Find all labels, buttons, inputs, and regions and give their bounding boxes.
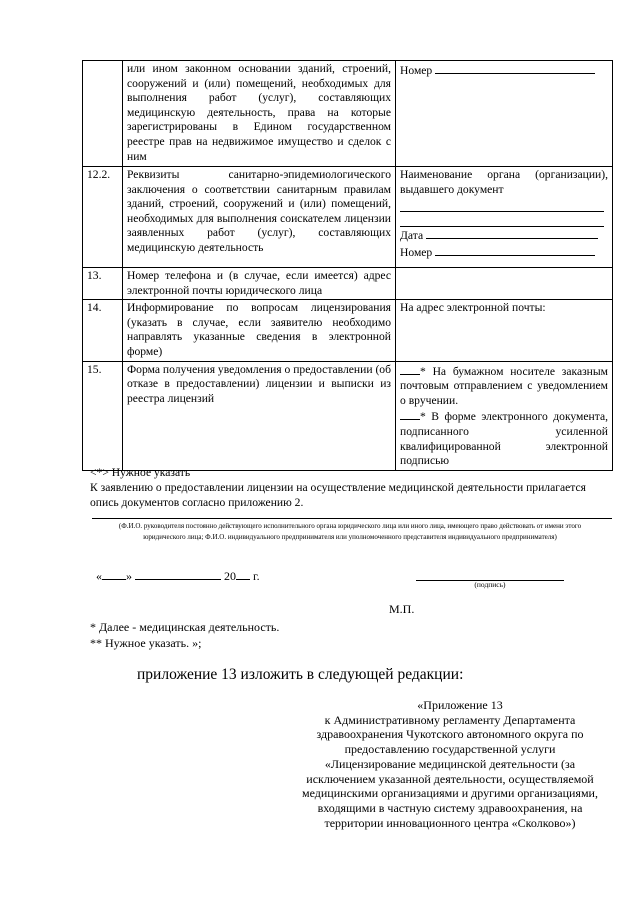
row-description: Форма получения уведомления о предоставлении (об отказе в предоставлении) лицензии и выписки из реестра лицензий	[123, 361, 396, 470]
appendix-line: «Лицензирование медицинской деятельности (за	[324, 756, 576, 771]
row-value	[396, 61, 613, 167]
appendix-line: территории инновационного центра «Сколково»)	[324, 815, 576, 830]
issuing-authority-label: Наименование органа (организации), выдавшего документ	[400, 168, 608, 196]
row-description: Информирование по вопросам лицензирования (указать в случае, если заявителю необходимо направлять указанные сведения в электронной форме)	[123, 300, 396, 361]
appendix-line: здравоохранения Чукотского автономного округа по	[316, 727, 584, 742]
row-value[interactable]	[396, 268, 613, 300]
option-mark: *	[420, 364, 426, 378]
signatory-name-line[interactable]	[92, 518, 612, 519]
year-field[interactable]	[236, 567, 250, 580]
table-row	[83, 268, 613, 300]
signatory-name-caption: (Ф.И.О. руководителя постоянно действующего исполнительного органа юридического лица или иного лица, имеющего право действовать от имени этого юридического лица; Ф.И.О. индивидуального предпринимателя или уполномоченного представителя индивидуального предпринимателя)	[118, 522, 582, 541]
date-label: Дата	[400, 229, 424, 243]
row-description: Реквизиты санитарно-эпидемиологического заключения о соответствии санитарным правилам зданий, строений, сооружений и (или) помещений, необходимых для выполнения соискателем лицензии заявленных работ (услуг), составляющих медицинскую деятельность	[123, 167, 396, 268]
appendix-line: медицинскими организациями и другими организациями,	[302, 786, 598, 801]
option-electronic-label: В форме электронного документа, подписанного усиленной квалифицированной электронной подписью	[400, 410, 608, 468]
appendix-line: входящими в частную систему здравоохранения, на	[317, 800, 583, 815]
number-field[interactable]	[435, 62, 595, 74]
option-electronic-checkbox[interactable]	[400, 408, 420, 420]
issuing-authority-field-1[interactable]	[400, 197, 604, 212]
footnote-2: ** Нужное указать. »;	[90, 636, 202, 650]
appendix-line: к Административному регламенту Департамента	[324, 712, 576, 727]
number-label: Номер	[400, 64, 433, 77]
signature-caption: (подпись)	[474, 580, 506, 589]
footnote-1: * Далее - медицинская деятельность.	[90, 620, 280, 634]
option-mark: *	[420, 410, 426, 424]
date-open-quote: «	[96, 569, 102, 583]
row-value[interactable]: На адрес электронной почты:	[396, 300, 613, 361]
row-value	[396, 167, 613, 268]
table-row	[83, 300, 613, 361]
year-prefix: 20	[224, 569, 236, 583]
number-field[interactable]	[435, 244, 595, 256]
attachment-note: К заявлению о предоставлении лицензии на осуществление медицинской деятельности прилагается опись документов согласно приложению 2.	[90, 481, 586, 509]
date-field[interactable]	[426, 227, 598, 239]
required-note: <*> Нужное указать	[90, 466, 191, 479]
row-value	[396, 361, 613, 470]
row-number: 13.	[83, 268, 123, 300]
row-number	[83, 61, 123, 167]
year-suffix: г.	[253, 569, 260, 583]
table-row	[83, 61, 613, 167]
date-close-quote: »	[126, 569, 132, 583]
table-row	[83, 167, 613, 268]
number-label: Номер	[400, 245, 433, 259]
table-row	[83, 361, 613, 470]
option-paper-checkbox[interactable]	[400, 363, 420, 375]
appendix-line: предоставлению государственной услуги	[344, 742, 556, 757]
section-heading: приложение 13 изложить в следующей редакции:	[137, 666, 464, 683]
row-number: 15.	[83, 361, 123, 470]
application-form-table	[82, 60, 613, 471]
day-field[interactable]	[102, 567, 126, 580]
row-description: Номер телефона и (в случае, если имеется) адрес электронной почты юридического лица	[123, 268, 396, 300]
issuing-authority-field-2[interactable]	[400, 212, 604, 227]
row-number: 12.2.	[83, 167, 123, 268]
appendix-header	[300, 698, 600, 830]
appendix-title: «Приложение 13	[417, 698, 503, 712]
row-description: или ином законном основании зданий, строений, сооружений и (или) помещений, необходимых для выполнения работ (услуг), составляющих медицинскую деятельность, права на которые зарегистрированы в Едином государственном реестре прав на недвижимое имущество и сделок с ним	[123, 61, 396, 167]
month-field[interactable]	[135, 567, 221, 580]
row-number: 14.	[83, 300, 123, 361]
option-paper-label: На бумажном носителе заказным почтовым отправлением с уведомлением о вручении.	[400, 364, 608, 407]
stamp-place: М.П.	[389, 602, 415, 616]
appendix-line: исключением указанной деятельности, осуществляемой	[306, 771, 594, 786]
date-line	[96, 567, 260, 584]
